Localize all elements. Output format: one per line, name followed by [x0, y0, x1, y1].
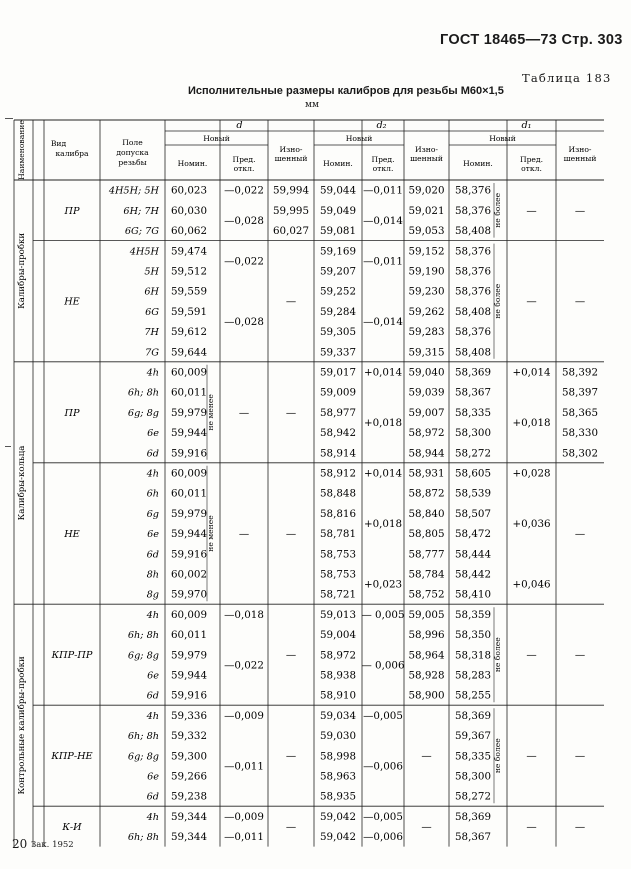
- nominal-value: 59,042: [320, 810, 357, 823]
- merged-deviation: —0,028: [224, 214, 264, 227]
- nominal-value: 58,753: [320, 568, 357, 581]
- thread-field: 6d: [146, 690, 159, 702]
- nominal-value: 58,376: [455, 184, 492, 197]
- thread-field: 4h: [146, 367, 159, 379]
- nominal-value: 59,916: [171, 548, 208, 561]
- nominal-value: 59,612: [171, 326, 208, 339]
- thread-field: 6d: [146, 448, 159, 460]
- nominal-value: 58,369: [455, 366, 492, 379]
- dash-cell: —: [574, 528, 586, 540]
- pred-subheader: Пред.: [232, 155, 256, 164]
- nominal-value: 58,910: [320, 689, 357, 702]
- nominal-value: 58,914: [320, 447, 357, 460]
- nominal-value: 59,970: [171, 588, 208, 601]
- col-field-header: резьбы: [118, 158, 147, 167]
- gauge-kind: К-И: [62, 821, 82, 833]
- thread-field: 6g; 8g: [127, 751, 159, 763]
- worn-subheader: шенный: [274, 154, 308, 163]
- merged-deviation: — 0,006: [361, 659, 405, 672]
- nominal-value: 58,507: [455, 507, 492, 520]
- value-cell: 59,039: [408, 386, 445, 399]
- merged-deviation: —0,006: [363, 760, 403, 773]
- nominal-value: 58,998: [320, 750, 357, 763]
- thread-field: 6e: [147, 670, 159, 682]
- nominal-value: 58,335: [455, 406, 492, 419]
- value-cell: 59,315: [408, 346, 445, 359]
- nominal-value: 59,944: [171, 427, 208, 440]
- thread-field: 4h: [146, 609, 159, 621]
- nominal-value: 58,972: [320, 649, 357, 662]
- value-cell: —0,005: [363, 810, 403, 823]
- value-cell: 59,994: [272, 184, 310, 197]
- worn-subheader: Изно-: [568, 145, 592, 154]
- limit-note: не более: [493, 738, 502, 774]
- nominal-value: 59,916: [171, 447, 208, 460]
- nominal-value: 58,300: [455, 427, 492, 440]
- nominal-value: 58,444: [455, 548, 492, 561]
- nominal-value: 58,539: [455, 487, 492, 500]
- dash-cell: —: [285, 406, 297, 419]
- nominal-value: 58,369: [455, 709, 492, 722]
- group-label: Калибры-кольца: [17, 445, 27, 521]
- value-cell: 59,152: [408, 245, 445, 258]
- col-d-header: d: [236, 120, 243, 131]
- nominal-value: 59,474: [171, 245, 208, 258]
- nomin-subheader: Номин.: [177, 159, 208, 168]
- thread-field: 6g: [146, 508, 159, 520]
- col-field-header: допуска: [116, 148, 149, 157]
- nominal-value: 58,935: [320, 790, 357, 803]
- col-field-header: Поле: [122, 138, 143, 147]
- value-cell: —0,005: [363, 709, 403, 722]
- thread-field: 8g: [146, 589, 159, 601]
- order-note: Зак. 1952: [31, 840, 74, 850]
- nominal-value: 58,376: [455, 285, 492, 298]
- nominal-value: 59,300: [171, 750, 208, 763]
- pred-subheader: Пред.: [519, 155, 544, 164]
- nominal-value: 58,272: [455, 790, 492, 803]
- nominal-value: 59,916: [171, 689, 208, 702]
- nominal-value: 60,009: [171, 366, 208, 379]
- thread-field: 7G: [145, 347, 159, 359]
- value-cell: +0,028: [512, 467, 551, 480]
- value-cell: 58,330: [561, 427, 599, 440]
- nominal-value: 58,350: [455, 629, 492, 642]
- nominal-value: 60,030: [171, 204, 208, 217]
- nominal-value: 59,004: [320, 629, 357, 642]
- nominal-value: 58,335: [455, 750, 492, 763]
- value-cell: 58,302: [561, 447, 599, 460]
- nominal-value: 60,011: [171, 386, 208, 399]
- nominal-value: 58,376: [455, 245, 492, 258]
- nominal-value: 59,049: [320, 204, 357, 217]
- nominal-value: 59,009: [320, 386, 357, 399]
- value-cell: 60,027: [272, 225, 310, 238]
- limit-note: не менее: [206, 394, 215, 431]
- nominal-value: 59,044: [320, 184, 357, 197]
- nominal-value: 58,367: [455, 831, 492, 844]
- value-cell: —0,022: [224, 184, 264, 197]
- value-cell: 58,900: [408, 689, 445, 702]
- thread-field: 6h; 8h: [127, 832, 159, 844]
- value-cell: —0,009: [224, 709, 264, 722]
- pred-subheader: Пред.: [371, 155, 395, 164]
- dash-cell: —: [238, 528, 250, 540]
- value-cell: 58,840: [408, 507, 445, 520]
- nominal-value: 59,169: [320, 245, 357, 258]
- nominal-value: 58,367: [455, 386, 492, 399]
- thread-field: 6G: [145, 306, 159, 318]
- nominal-value: 58,318: [455, 649, 492, 662]
- nominal-value: 59,305: [320, 326, 357, 339]
- value-cell: 59,053: [408, 225, 445, 238]
- dash-cell: —: [574, 750, 586, 763]
- col-kind-header: Вид: [50, 139, 67, 148]
- nomin-subheader: Номин.: [323, 159, 353, 168]
- value-cell: 58,972: [408, 427, 445, 440]
- value-cell: 58,365: [561, 406, 599, 419]
- nominal-value: 58,255: [455, 689, 492, 702]
- dash-cell: —: [285, 820, 297, 833]
- nominal-value: 59,337: [320, 346, 357, 359]
- value-cell: 58,944: [408, 447, 445, 460]
- nominal-value: 59,979: [171, 649, 208, 662]
- value-cell: 59,040: [408, 366, 445, 379]
- merged-deviation: —0,014: [363, 315, 403, 328]
- thread-field: 4h: [146, 710, 159, 722]
- nominal-value: 59,591: [171, 305, 208, 318]
- thread-field: 7H: [144, 327, 159, 339]
- nominal-value: 59,559: [171, 285, 208, 298]
- limit-note: не более: [493, 637, 502, 673]
- gauge-kind: КПР-НЕ: [51, 751, 93, 763]
- nominal-value: 60,009: [171, 467, 208, 480]
- pred-subheader: откл.: [233, 164, 255, 173]
- nominal-value: 59,013: [320, 608, 357, 621]
- value-cell: +0,014: [512, 366, 551, 379]
- value-cell: 58,805: [408, 528, 445, 541]
- merged-deviation: +0,018: [363, 416, 403, 429]
- nominal-value: 59,332: [171, 730, 208, 743]
- dash-cell: —: [285, 649, 297, 662]
- value-cell: —0,011: [363, 184, 403, 197]
- thread-field: 4h: [146, 468, 159, 480]
- table-label: Таблица 183: [522, 71, 612, 85]
- merged-deviation: +0,018: [512, 416, 551, 429]
- value-cell: 59,020: [408, 184, 445, 197]
- merged-deviation: +0,023: [363, 578, 403, 591]
- nominal-value: 58,963: [320, 770, 357, 783]
- nominal-value: 59,252: [320, 285, 357, 298]
- nominal-value: 60,023: [171, 184, 208, 197]
- thread-field: 5H: [144, 266, 159, 278]
- value-cell: —0,011: [224, 831, 264, 844]
- limit-note: не более: [493, 192, 502, 228]
- value-cell: 58,996: [408, 629, 445, 642]
- nominal-value: 58,300: [455, 770, 492, 783]
- thread-field: 6e: [147, 529, 159, 541]
- nominal-value: 59,344: [171, 831, 208, 844]
- table-unit: мм: [305, 100, 320, 110]
- value-cell: — 0,005: [361, 608, 405, 621]
- value-cell: 58,392: [561, 366, 599, 379]
- thread-field: 6h; 8h: [127, 387, 159, 399]
- nominal-value: 58,272: [455, 447, 492, 460]
- thread-field: 8h: [146, 569, 159, 581]
- nominal-value: 60,002: [171, 568, 208, 581]
- nominal-value: 58,408: [455, 225, 492, 238]
- nominal-value: 59,284: [320, 305, 357, 318]
- merged-deviation: +0,018: [363, 517, 403, 530]
- limit-note: не менее: [206, 515, 215, 552]
- nominal-value: 58,942: [320, 427, 357, 440]
- gauge-kind: КПР-ПР: [51, 650, 93, 662]
- gauge-kind: ПР: [64, 205, 80, 217]
- dash-cell: —: [526, 750, 537, 763]
- thread-field: 6h: [146, 488, 159, 500]
- nominal-value: 59,207: [320, 265, 357, 278]
- nominal-value: 59,644: [171, 346, 208, 359]
- thread-field: 6d: [146, 549, 159, 561]
- gauge-kind: НЕ: [64, 529, 80, 540]
- dash-cell: —: [574, 649, 586, 662]
- worn-subheader: Изно-: [279, 145, 303, 154]
- col-d2-header: d₂: [376, 120, 387, 131]
- value-cell: —0,006: [363, 831, 403, 844]
- worn-subheader: шенный: [563, 154, 597, 163]
- nominal-value: 58,376: [455, 204, 492, 217]
- thread-field: 4h: [146, 811, 159, 823]
- dash-cell: —: [574, 820, 586, 833]
- dash-cell: —: [285, 528, 297, 540]
- nominal-value: 58,753: [320, 548, 357, 561]
- nominal-value: 60,011: [171, 487, 208, 500]
- value-cell: 59,230: [408, 285, 445, 298]
- pred-subheader: откл.: [372, 164, 394, 173]
- group-label: Контрольные калибры-пробки: [17, 656, 27, 795]
- value-cell: 59,021: [408, 204, 445, 217]
- value-cell: —0,018: [224, 608, 264, 621]
- dash-cell: —: [574, 295, 586, 308]
- nominal-value: 58,472: [455, 528, 492, 541]
- nominal-value: 59,979: [171, 406, 208, 419]
- value-cell: +0,014: [363, 467, 403, 480]
- merged-deviation: —0,028: [224, 315, 264, 328]
- nominal-value: 59,367: [455, 730, 492, 743]
- gauge-kind: НЕ: [64, 296, 80, 308]
- nominal-value: 58,848: [320, 487, 357, 500]
- dash-cell: —: [526, 295, 537, 308]
- group-label: Калибры-пробки: [17, 232, 27, 309]
- nominal-value: 59,081: [320, 225, 357, 238]
- table-title: Исполнительные размеры калибров для резьбы М60×1,5: [188, 85, 504, 97]
- nominal-value: 58,359: [455, 608, 492, 621]
- nominal-value: 58,977: [320, 406, 357, 419]
- nominal-value: 60,011: [171, 629, 208, 642]
- dash-cell: —: [574, 204, 586, 217]
- value-cell: 59,005: [408, 608, 445, 621]
- col-kind-header: калибра: [55, 149, 89, 158]
- nominal-value: 60,062: [171, 225, 208, 238]
- merged-deviation: —0,014: [363, 214, 403, 227]
- merged-deviation: +0,046: [512, 578, 551, 591]
- value-cell: 58,872: [408, 487, 445, 500]
- nominal-value: 59,017: [320, 366, 357, 379]
- col-d1-header: d₁: [521, 120, 532, 131]
- dash-cell: —: [526, 649, 537, 662]
- nominal-value: 58,369: [455, 810, 492, 823]
- nominal-value: 59,030: [320, 730, 357, 743]
- value-cell: 59,262: [408, 305, 445, 318]
- nominal-value: 59,979: [171, 507, 208, 520]
- dash-cell: —: [285, 750, 297, 763]
- merged-deviation: —0,011: [363, 255, 403, 268]
- thread-field: 4H5H: [129, 246, 159, 258]
- new-subheader: Новый: [203, 134, 230, 143]
- value-cell: 59,007: [408, 406, 445, 419]
- nominal-value: 58,605: [455, 467, 492, 480]
- value-cell: 58,752: [408, 588, 445, 601]
- nominal-value: 58,283: [455, 669, 492, 682]
- thread-field: 6h; 8h: [127, 731, 159, 743]
- nominal-value: 58,781: [320, 528, 357, 541]
- thread-field: 6G; 7G: [124, 226, 159, 238]
- new-subheader: Новый: [489, 134, 516, 143]
- nominal-value: 58,442: [455, 568, 492, 581]
- nominal-value: 58,376: [455, 265, 492, 278]
- thread-field: 6e: [147, 428, 159, 440]
- nominal-value: 59,344: [171, 810, 208, 823]
- thread-field: 4H5H; 5H: [108, 185, 159, 197]
- nominal-value: 59,336: [171, 709, 208, 722]
- gauge-kind: ПР: [64, 407, 80, 419]
- nominal-value: 58,938: [320, 669, 357, 682]
- dash-cell: —: [421, 820, 432, 833]
- value-cell: 58,777: [408, 548, 445, 561]
- limit-note: не более: [493, 283, 502, 319]
- thread-field: 6H: [144, 286, 159, 298]
- value-cell: +0,014: [363, 366, 403, 379]
- value-cell: 59,995: [272, 204, 310, 217]
- nominal-value: 59,944: [171, 528, 208, 541]
- thread-field: 6H; 7H: [123, 205, 159, 217]
- nominal-value: 59,042: [320, 831, 357, 844]
- dash-cell: —: [526, 204, 537, 217]
- nominal-value: 59,944: [171, 669, 208, 682]
- merged-deviation: —0,022: [224, 255, 264, 268]
- value-cell: 58,784: [408, 568, 445, 581]
- dash-cell: —: [238, 406, 250, 419]
- nominal-value: 59,512: [171, 265, 208, 278]
- value-cell: 58,931: [408, 467, 445, 480]
- worn-subheader: Изно-: [415, 145, 438, 154]
- nominal-value: 59,034: [320, 709, 357, 722]
- dash-cell: —: [526, 820, 537, 833]
- nominal-value: 58,408: [455, 305, 492, 318]
- value-cell: —0,009: [224, 810, 264, 823]
- thread-field: 6g; 8g: [127, 407, 159, 419]
- value-cell: 59,283: [408, 326, 445, 339]
- nominal-value: 58,410: [455, 588, 492, 601]
- thread-field: 6h; 8h: [127, 630, 159, 642]
- nominal-value: 58,376: [455, 326, 492, 339]
- nominal-value: 59,266: [171, 770, 208, 783]
- pred-subheader: откл.: [521, 164, 542, 173]
- merged-deviation: —0,011: [224, 760, 264, 773]
- worn-subheader: шенный: [410, 154, 443, 163]
- value-cell: 59,190: [408, 265, 445, 278]
- col-name-header: Наименование: [17, 120, 26, 180]
- value-cell: 58,928: [408, 669, 445, 682]
- thread-field: 6d: [146, 791, 159, 803]
- page-number: 20: [12, 837, 28, 851]
- nominal-value: 58,408: [455, 346, 492, 359]
- merged-deviation: —0,022: [224, 659, 264, 672]
- dash-cell: —: [285, 295, 297, 308]
- nominal-value: 58,721: [320, 588, 357, 601]
- thread-field: 6e: [147, 771, 159, 783]
- page-header: ГОСТ 18465—73 Стр. 303: [440, 32, 623, 48]
- merged-deviation: +0,036: [512, 517, 551, 530]
- thread-field: 6g; 8g: [127, 650, 159, 662]
- value-cell: 58,964: [408, 649, 445, 662]
- nominal-value: 58,816: [320, 507, 357, 520]
- new-subheader: Новый: [345, 134, 373, 143]
- nominal-value: 59,238: [171, 790, 208, 803]
- value-cell: 58,397: [561, 386, 599, 399]
- dash-cell: —: [421, 750, 432, 763]
- nomin-subheader: Номин.: [463, 159, 493, 168]
- nominal-value: 60,009: [171, 608, 208, 621]
- nominal-value: 58,912: [320, 467, 357, 480]
